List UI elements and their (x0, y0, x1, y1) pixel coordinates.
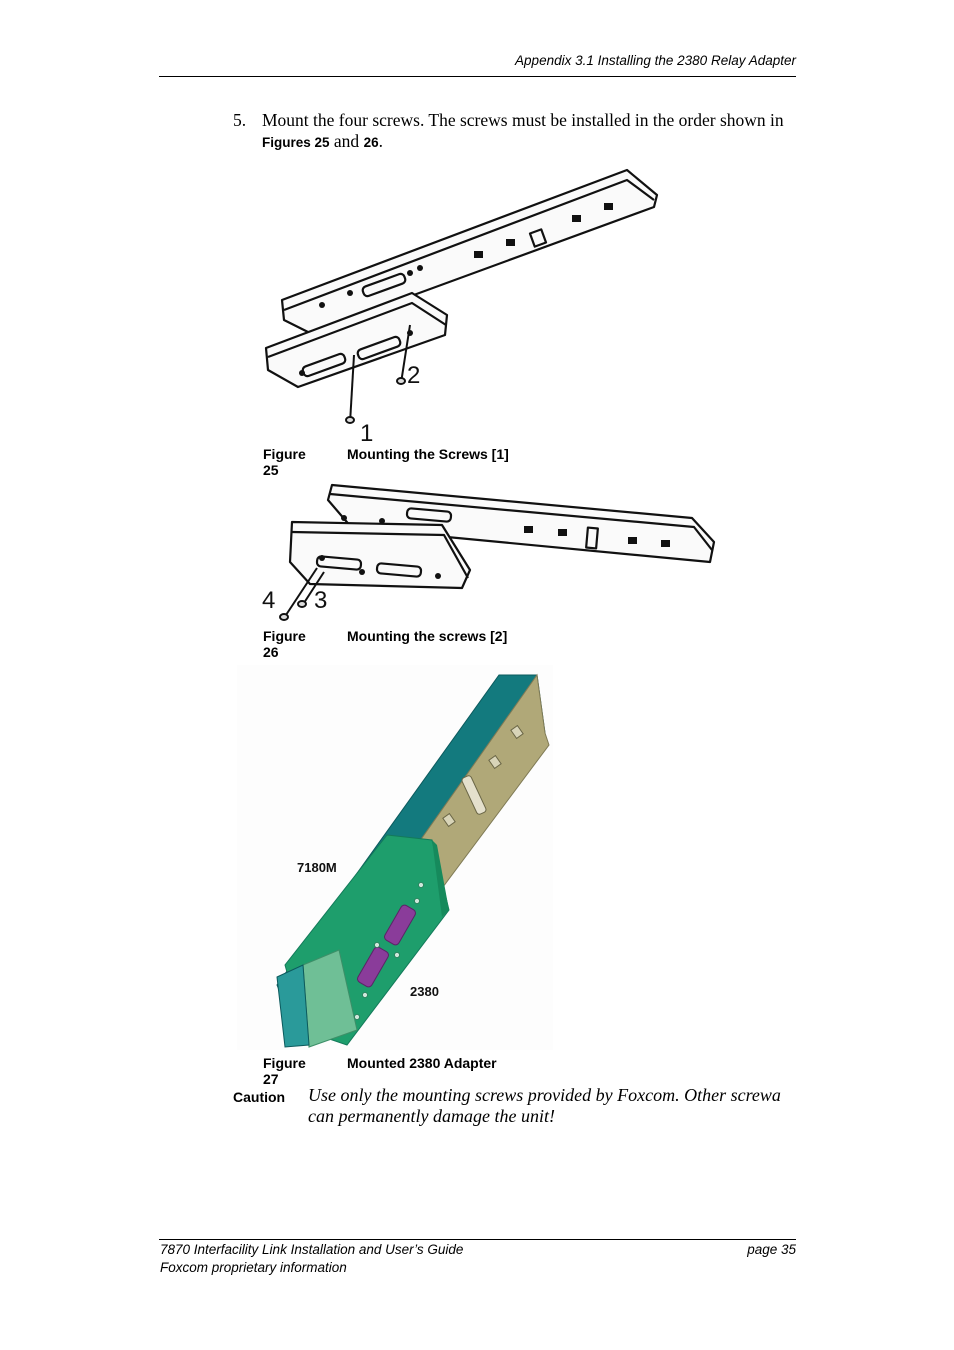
figure-label: Figure 25 (263, 446, 306, 478)
callout-7180m: 7180M (297, 860, 337, 875)
figure-title: Mounting the screws [2] (347, 628, 508, 644)
figure-label: Figure 26 (263, 628, 306, 660)
caution-label: Caution (233, 1089, 286, 1105)
figure-26-drawing (262, 480, 717, 625)
step-end: . (378, 131, 383, 151)
footer-page-number: page 35 (747, 1242, 796, 1257)
step-text: Mount the four screws. The screws must be installed in the order shown in (262, 110, 784, 130)
figure-ref-25[interactable]: Figures 25 (262, 135, 330, 150)
screw-number-1: 1 (360, 420, 374, 445)
caution-text: Use only the mounting screws provided by Foxcom. Other screwa can permanently damage the unit! (308, 1085, 781, 1126)
step-number: 5. (233, 110, 247, 130)
callout-2380: 2380 (410, 984, 439, 999)
footer-rule (159, 1239, 796, 1240)
footer-doc-title: 7870 Interfacility Link Installation and User’s Guide (160, 1242, 464, 1257)
figure-25-drawing (262, 165, 662, 445)
running-header: Appendix 3.1 Installing the 2380 Relay Adapter (515, 53, 796, 68)
screw-number-4: 4 (262, 587, 276, 614)
figure-ref-26[interactable]: 26 (363, 135, 379, 150)
step-joiner: and (333, 131, 360, 151)
screw-number-2: 2 (407, 362, 421, 389)
footer-notice: Foxcom proprietary information (160, 1260, 347, 1275)
figure-27-rendering (237, 665, 553, 1050)
step-5 (233, 110, 803, 153)
figure-title: Mounted 2380 Adapter (347, 1055, 497, 1071)
header-rule (159, 76, 796, 77)
screw-number-3: 3 (314, 587, 328, 614)
figure-label: Figure 27 (263, 1055, 306, 1087)
figure-title: Mounting the Screws [1] (347, 446, 509, 462)
